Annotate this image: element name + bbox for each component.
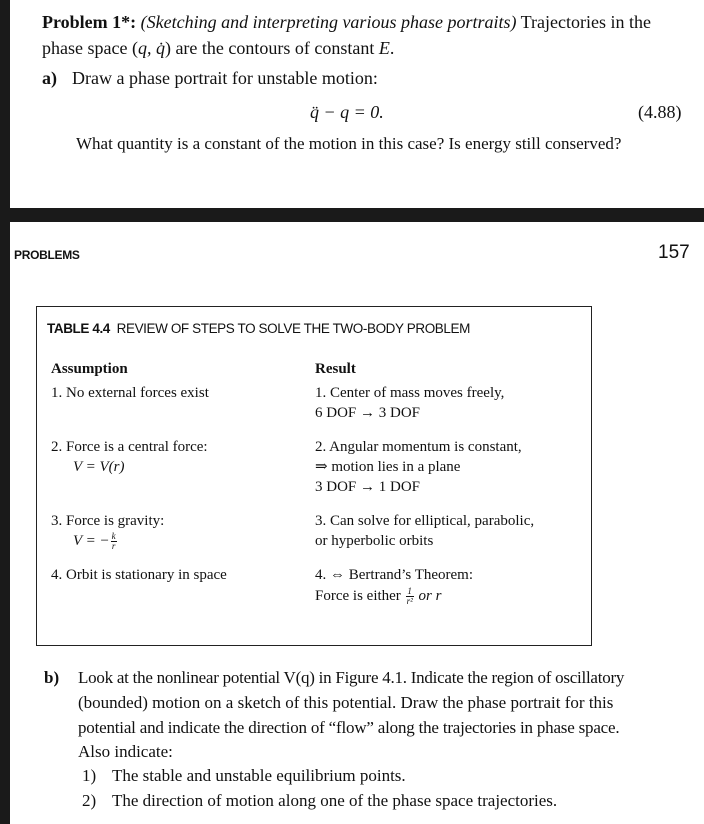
- problem-line-2: [42, 36, 394, 60]
- phase-vars: q, q̇: [137, 38, 165, 58]
- row2-result-3: 3 DOF → 1 DOF: [315, 479, 421, 495]
- item-1-number: 1): [82, 766, 97, 785]
- row1-result-1: 1. Center of mass moves freely,: [315, 385, 505, 401]
- row3-assumption-1: 3. Force is gravity:: [51, 513, 165, 529]
- problem-title: Problem 1*:: [42, 12, 137, 32]
- row4-assumption: 4. Orbit is stationary in space: [51, 567, 227, 583]
- col-header-assumption: Assumption: [51, 361, 128, 377]
- question-text: What quantity is a constant of the motion in this case? Is energy still conserved?: [76, 134, 622, 153]
- part-b-line-1: Look at the nonlinear potential V(q) in Figure 4.1. Indicate the region of oscillatory: [78, 668, 625, 687]
- page-header: PROBLEMS: [14, 248, 80, 262]
- force-text: Force is either: [315, 588, 401, 604]
- row2-assumption-1: 2. Force is a central force:: [51, 439, 208, 455]
- table-caption: REVIEW OF STEPS TO SOLVE THE TWO-BODY PROBLEM: [116, 321, 470, 336]
- textbook-page: [10, 222, 704, 824]
- force-or-r: or r: [418, 588, 442, 604]
- equation-number: (4.88): [638, 102, 682, 122]
- part-b-label: b): [44, 668, 60, 687]
- energy-symbol: E: [378, 38, 390, 58]
- page-number: 157: [658, 242, 690, 263]
- item-2-number: 2): [82, 791, 97, 810]
- col-header-result: Result: [315, 361, 356, 377]
- part-b-line-2: (bounded) motion on a sketch of this potential. Draw the phase portrait for this: [78, 693, 614, 712]
- row3-assumption-2: [73, 531, 118, 552]
- review-table: [36, 306, 592, 646]
- one-over-r2-fraction: $\frac{1}{\text{r²}}$: [406, 586, 413, 607]
- row2-result-1: 2. Angular momentum is constant,: [315, 439, 522, 455]
- gravity-potential: V = −: [73, 533, 110, 549]
- row3-result-2: or hyperbolic orbits: [315, 533, 434, 549]
- part-b-line-3: potential and indicate the direction of “flow” along the trajectories in phase space.: [78, 718, 620, 737]
- row2-assumption-2: V = V(r): [73, 459, 125, 475]
- k-over-r-fraction: $\frac{k}{r}$: [111, 531, 116, 552]
- part-b-line-4: Also indicate:: [78, 742, 173, 761]
- part-a-text: Draw a phase portrait for unstable motion:: [72, 68, 378, 88]
- row3-result-1: 3. Can solve for elliptical, parabolic,: [315, 513, 535, 529]
- table-title: [47, 321, 470, 336]
- intro-text-a: phase space (: [42, 38, 138, 58]
- problem-subtitle: (Sketching and interpreting various phase portraits): [140, 12, 517, 32]
- item-2-text: The direction of motion along one of the phase space trajectories.: [112, 791, 558, 810]
- row4-result-1: 4. ⇔ Bertrand’s Theorem:: [315, 567, 474, 583]
- table-number: TABLE 4.4: [47, 321, 110, 336]
- row1-result-2: 6 DOF → 3 DOF: [315, 405, 421, 421]
- problem-line-1: [42, 10, 651, 34]
- problem-intro-1: Trajectories in the: [520, 12, 651, 32]
- intro-text-b: ) are the contours of constant: [164, 38, 379, 58]
- row2-result-2: ⇒ motion lies in a plane: [315, 459, 461, 475]
- equation: q̈ − q = 0.: [310, 102, 384, 122]
- row4-result-2: [315, 586, 441, 607]
- part-a-label: a): [42, 68, 57, 88]
- problem-panel: [10, 0, 704, 208]
- row1-assumption: 1. No external forces exist: [51, 385, 209, 401]
- intro-end: .: [389, 38, 395, 58]
- item-1-text: The stable and unstable equilibrium points.: [112, 766, 406, 785]
